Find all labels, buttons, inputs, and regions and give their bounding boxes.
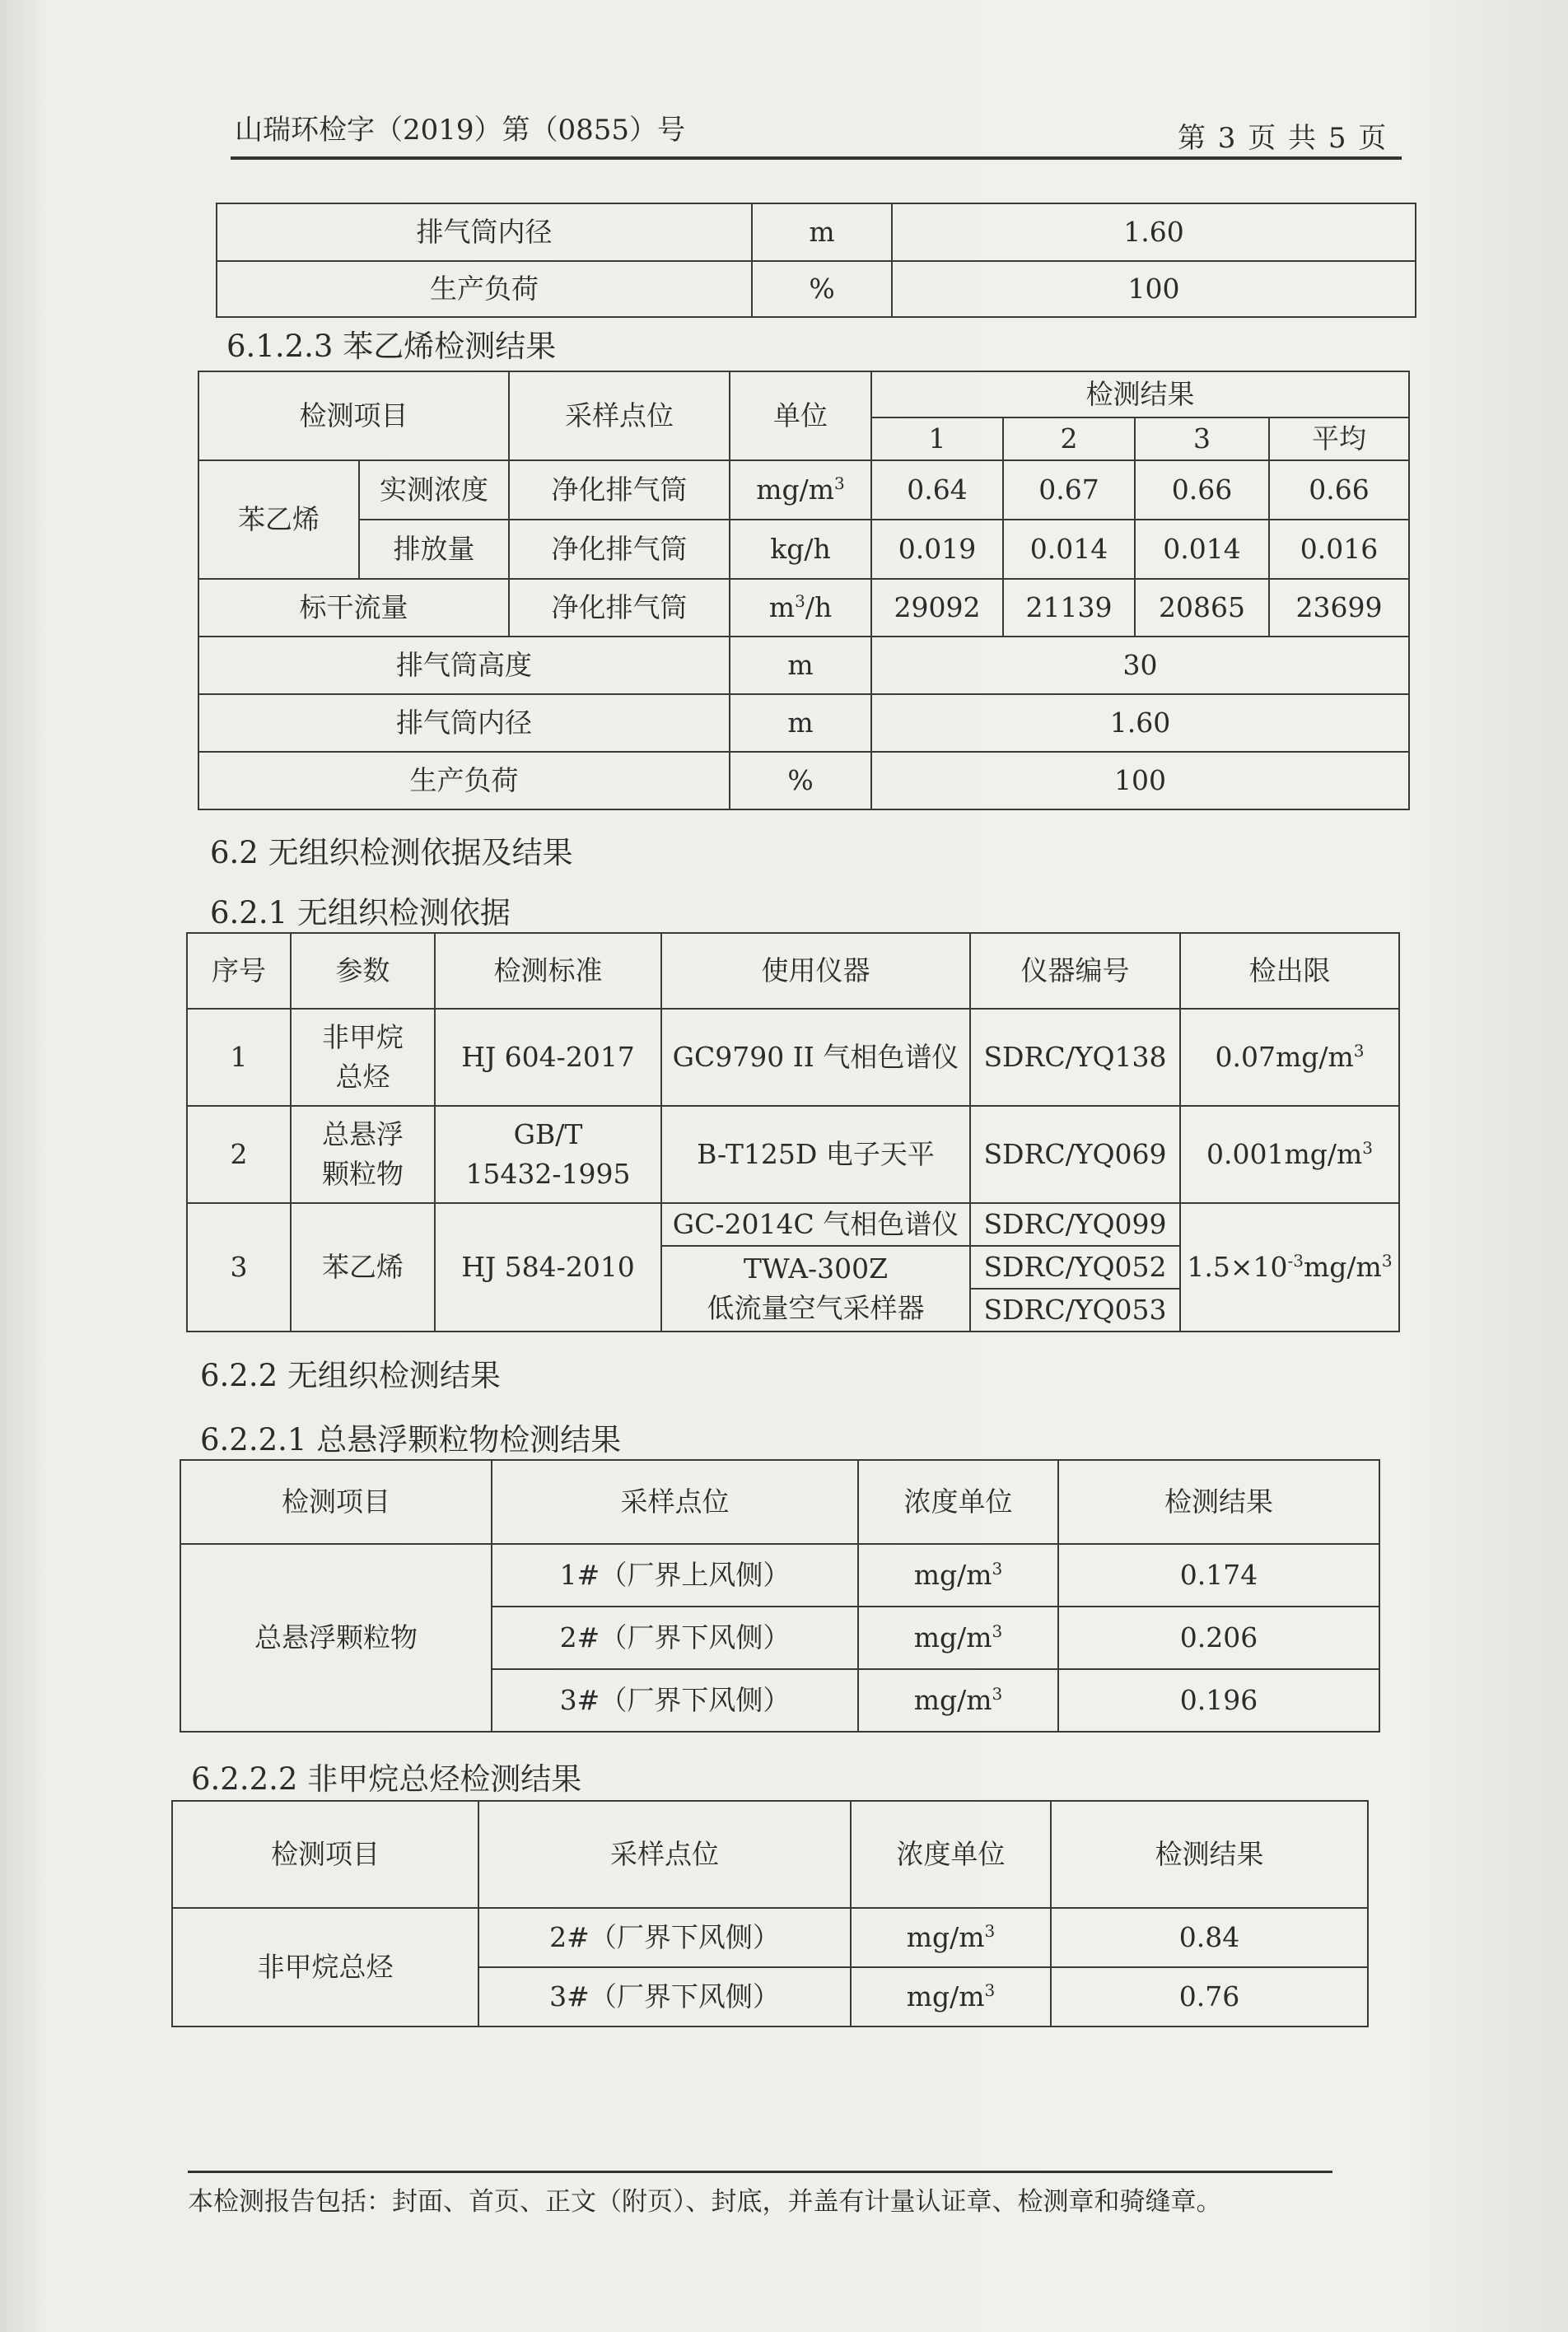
header-point: 采样点位 bbox=[492, 1460, 858, 1544]
param-line-1: 总悬浮 bbox=[322, 1118, 404, 1151]
header-point: 采样点位 bbox=[509, 371, 730, 460]
tsp-results-table bbox=[180, 1459, 1380, 1733]
limit-exp: -3 bbox=[1287, 1251, 1304, 1271]
table-row bbox=[187, 1203, 1399, 1246]
value-avg: 0.66 bbox=[1269, 460, 1409, 520]
value-avg: 0.016 bbox=[1269, 520, 1409, 579]
row-no: 3 bbox=[187, 1203, 291, 1332]
row-instrument: B-T125D 电子天平 bbox=[661, 1106, 970, 1203]
value-3: 0.66 bbox=[1135, 460, 1269, 520]
unit-sup: 3 bbox=[984, 1980, 996, 2001]
extra-unit: % bbox=[730, 752, 871, 809]
unit-base: m bbox=[768, 591, 796, 624]
table-row bbox=[187, 1009, 1399, 1106]
unit-cell bbox=[858, 1669, 1058, 1732]
section-title-622: 6.2.2 无组织检测结果 bbox=[200, 1358, 501, 1393]
value-cell: 1.60 bbox=[892, 203, 1416, 261]
extra-item: 生产负荷 bbox=[198, 752, 730, 809]
unit-cell: % bbox=[752, 261, 892, 317]
row-code: SDRC/YQ053 bbox=[970, 1289, 1180, 1332]
row-no: 2 bbox=[187, 1106, 291, 1203]
value-1: 0.019 bbox=[871, 520, 1003, 579]
value-avg: 23699 bbox=[1269, 579, 1409, 637]
table-row bbox=[172, 1908, 1368, 1967]
header-col-1: 1 bbox=[871, 417, 1003, 460]
standard-line-1: GB/T bbox=[513, 1118, 583, 1151]
pollutant-cell: 苯乙烯 bbox=[198, 460, 359, 579]
limit-base: 0.001mg/m bbox=[1206, 1138, 1363, 1171]
standard-line-2: 15432-1995 bbox=[465, 1158, 631, 1190]
section-title-62: 6.2 无组织检测依据及结果 bbox=[210, 835, 573, 870]
header-result: 检测结果 bbox=[1058, 1460, 1379, 1544]
unit-sup: 3 bbox=[834, 473, 845, 494]
extra-unit: m bbox=[730, 637, 871, 694]
row-code: SDRC/YQ052 bbox=[970, 1246, 1180, 1289]
extra-value: 30 bbox=[871, 637, 1409, 694]
limit-unit: mg/m bbox=[1304, 1251, 1382, 1284]
row-instrument: GC9790 II 气相色谱仪 bbox=[661, 1009, 970, 1106]
unit-tail: /h bbox=[805, 591, 833, 624]
table-row bbox=[198, 520, 1409, 579]
nmhc-results-table bbox=[171, 1800, 1369, 2027]
item-cell: 生产负荷 bbox=[217, 261, 752, 317]
param-line-2: 总烃 bbox=[335, 1061, 390, 1093]
section-title-621: 6.2.1 无组织检测依据 bbox=[210, 895, 511, 930]
row-limit bbox=[1180, 1203, 1399, 1332]
row-point: 净化排气筒 bbox=[509, 460, 730, 520]
footer-rule bbox=[188, 2171, 1332, 2173]
row-no: 1 bbox=[187, 1009, 291, 1106]
row-code: SDRC/YQ099 bbox=[970, 1203, 1180, 1246]
value-1: 29092 bbox=[871, 579, 1003, 637]
header-point: 采样点位 bbox=[478, 1801, 851, 1908]
point-cell: 3#（厂界下风侧） bbox=[478, 1967, 851, 2027]
table-header-row bbox=[172, 1801, 1368, 1908]
unit-base: mg/m bbox=[756, 473, 835, 506]
unit-sup: 3 bbox=[795, 591, 805, 612]
flow-point: 净化排气筒 bbox=[509, 579, 730, 637]
header-no: 序号 bbox=[187, 933, 291, 1009]
row-limit bbox=[1180, 1009, 1399, 1106]
unit-sup: 3 bbox=[992, 1559, 1003, 1579]
limit-sup: 3 bbox=[1362, 1138, 1374, 1159]
unit-cell bbox=[858, 1607, 1058, 1669]
limit-base: 1.5×10 bbox=[1187, 1251, 1288, 1284]
row-limit bbox=[1180, 1106, 1399, 1203]
header-unit: 浓度单位 bbox=[851, 1801, 1051, 1908]
point-cell: 2#（厂界下风侧） bbox=[478, 1908, 851, 1967]
row-point: 净化排气筒 bbox=[509, 520, 730, 579]
param-line-1: 非甲烷 bbox=[322, 1021, 404, 1054]
unit-cell bbox=[858, 1544, 1058, 1607]
flow-unit bbox=[730, 579, 871, 637]
row-instrument bbox=[661, 1246, 970, 1332]
row-param bbox=[291, 1009, 435, 1106]
value-3: 0.014 bbox=[1135, 520, 1269, 579]
row-standard: HJ 584-2010 bbox=[435, 1203, 661, 1332]
header-item: 检测项目 bbox=[198, 371, 509, 460]
continued-table bbox=[216, 203, 1416, 318]
result-cell: 0.174 bbox=[1058, 1544, 1379, 1607]
footer-note: 本检测报告包括：封面、首页、正文（附页）、封底，并盖有计量认证章、检测章和骑缝章。 bbox=[188, 2187, 1222, 2217]
page-indicator: 第 3 页 共 5 页 bbox=[1178, 122, 1388, 155]
table-row bbox=[198, 694, 1409, 752]
table-row bbox=[217, 261, 1416, 317]
table-header-row bbox=[180, 1460, 1379, 1544]
header-item: 检测项目 bbox=[172, 1801, 478, 1908]
header-code: 仪器编号 bbox=[970, 933, 1180, 1009]
unit-cell bbox=[851, 1967, 1051, 2027]
item-cell: 排气筒内径 bbox=[217, 203, 752, 261]
table-row bbox=[198, 460, 1409, 520]
item-cell: 总悬浮颗粒物 bbox=[180, 1544, 492, 1732]
styrene-results-table bbox=[198, 371, 1410, 810]
header-unit: 单位 bbox=[730, 371, 871, 460]
table-row bbox=[198, 752, 1409, 809]
limit-sup: 3 bbox=[1353, 1041, 1365, 1061]
unit-cell: m bbox=[752, 203, 892, 261]
table-row bbox=[180, 1544, 1379, 1607]
value-1: 0.64 bbox=[871, 460, 1003, 520]
unit-base: mg/m bbox=[913, 1684, 992, 1717]
header-result: 检测结果 bbox=[1051, 1801, 1368, 1908]
point-cell: 1#（厂界上风侧） bbox=[492, 1544, 858, 1607]
header-col-2: 2 bbox=[1003, 417, 1135, 460]
report-number: 山瑞环检字（2019）第（0855）号 bbox=[235, 114, 686, 147]
header-col-3: 3 bbox=[1135, 417, 1269, 460]
section-title-6221: 6.2.2.1 总悬浮颗粒物检测结果 bbox=[200, 1422, 622, 1458]
row-code: SDRC/YQ069 bbox=[970, 1106, 1180, 1203]
header-limit: 检出限 bbox=[1180, 933, 1399, 1009]
section-title-6123: 6.1.2.3 苯乙烯检测结果 bbox=[226, 329, 557, 364]
item-cell: 非甲烷总烃 bbox=[172, 1908, 478, 2027]
header-result: 检测结果 bbox=[871, 371, 1409, 417]
row-name: 实测浓度 bbox=[359, 460, 509, 520]
extra-value: 1.60 bbox=[871, 694, 1409, 752]
header-instrument: 使用仪器 bbox=[661, 933, 970, 1009]
result-cell: 0.84 bbox=[1051, 1908, 1368, 1967]
unit-cell bbox=[851, 1908, 1051, 1967]
value-2: 21139 bbox=[1003, 579, 1135, 637]
table-row bbox=[198, 579, 1409, 637]
row-standard bbox=[435, 1106, 661, 1203]
unit-base: mg/m bbox=[913, 1559, 992, 1592]
point-cell: 3#（厂界下风侧） bbox=[492, 1669, 858, 1732]
header-standard: 检测标准 bbox=[435, 933, 661, 1009]
row-unit: kg/h bbox=[730, 520, 871, 579]
unit-base: mg/m bbox=[913, 1621, 992, 1654]
flow-name: 标干流量 bbox=[198, 579, 509, 637]
result-cell: 0.76 bbox=[1051, 1967, 1368, 2027]
param-line-2: 颗粒物 bbox=[322, 1158, 404, 1190]
extra-item: 排气筒内径 bbox=[198, 694, 730, 752]
table-row bbox=[217, 203, 1416, 261]
row-code: SDRC/YQ138 bbox=[970, 1009, 1180, 1106]
extra-item: 排气筒高度 bbox=[198, 637, 730, 694]
extra-unit: m bbox=[730, 694, 871, 752]
point-cell: 2#（厂界下风侧） bbox=[492, 1607, 858, 1669]
header-rule bbox=[231, 156, 1402, 160]
unit-sup: 3 bbox=[992, 1621, 1003, 1642]
row-unit bbox=[730, 460, 871, 520]
unit-base: mg/m bbox=[906, 1921, 985, 1954]
header-col-avg: 平均 bbox=[1269, 417, 1409, 460]
result-cell: 0.206 bbox=[1058, 1607, 1379, 1669]
limit-sup: 3 bbox=[1381, 1251, 1393, 1271]
row-name: 排放量 bbox=[359, 520, 509, 579]
fugitive-basis-table bbox=[186, 932, 1400, 1332]
table-header-row bbox=[198, 371, 1409, 417]
row-standard: HJ 604-2017 bbox=[435, 1009, 661, 1106]
section-title-6222: 6.2.2.2 非甲烷总烃检测结果 bbox=[191, 1761, 582, 1797]
value-2: 0.67 bbox=[1003, 460, 1135, 520]
instrument-line-1: TWA-300Z bbox=[743, 1252, 889, 1285]
row-param bbox=[291, 1106, 435, 1203]
value-cell: 100 bbox=[892, 261, 1416, 317]
table-row bbox=[198, 637, 1409, 694]
header-unit: 浓度单位 bbox=[858, 1460, 1058, 1544]
value-3: 20865 bbox=[1135, 579, 1269, 637]
unit-base: mg/m bbox=[906, 1980, 985, 2013]
unit-sup: 3 bbox=[984, 1921, 996, 1942]
header-param: 参数 bbox=[291, 933, 435, 1009]
result-cell: 0.196 bbox=[1058, 1669, 1379, 1732]
table-header-row bbox=[187, 933, 1399, 1009]
unit-sup: 3 bbox=[992, 1684, 1003, 1705]
value-2: 0.014 bbox=[1003, 520, 1135, 579]
row-param: 苯乙烯 bbox=[291, 1203, 435, 1332]
extra-value: 100 bbox=[871, 752, 1409, 809]
table-row bbox=[187, 1106, 1399, 1203]
instrument-line-2: 低流量空气采样器 bbox=[707, 1292, 925, 1324]
row-instrument: GC-2014C 气相色谱仪 bbox=[661, 1203, 970, 1246]
header-item: 检测项目 bbox=[180, 1460, 492, 1544]
limit-base: 0.07mg/m bbox=[1215, 1041, 1354, 1074]
